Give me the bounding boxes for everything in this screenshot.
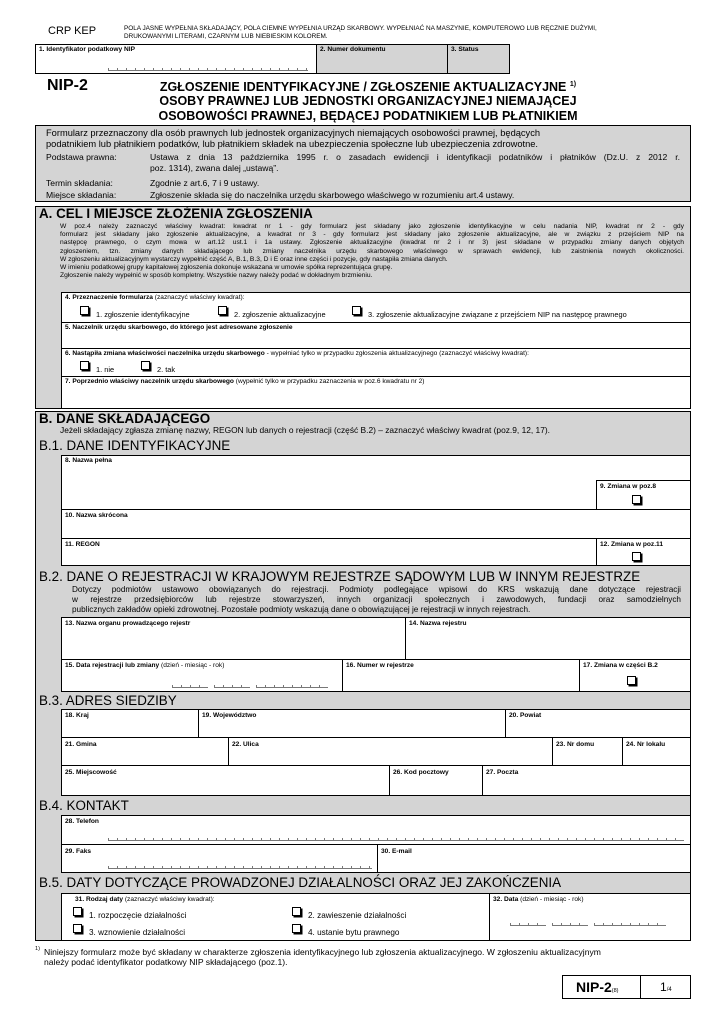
section-a-instr-line4: zgłoszeniem, tzn. zmiany danych składającego lub zmiany naczelnika urzędu skarbowego właściwego w sprawach ewidencji, lub zaistnienia nowych okoliczności.	[60, 247, 684, 255]
field-24-label: 24. Nr lokalu	[626, 741, 666, 748]
form-code-crp: CRP KEP	[48, 25, 97, 37]
section-a-instructions	[60, 223, 684, 280]
fill-instructions-line2: DRUKOWANYMI LITERAMI, CZARNYM LUB NIEBIESKIM KOLOREM.	[124, 33, 328, 41]
checkbox-change-no[interactable]	[80, 361, 89, 370]
section-b2-note-line1: Dotyczy podmiotów ustawowo obowiązanych do rejestracji. Podmioty podlegające wpisowi do KRS wskazują dane dotyczące rejestracji	[72, 585, 681, 594]
option-resume-activity: 3. wznowienie działalności	[89, 928, 186, 937]
field-6-label: 6. Nastąpiła zmiana właściwości naczelnika urzędu skarbowego - wypełniać tylko w przypadku zgłoszenia aktualizacyjnego (zaznaczyć właściwy kwadrat):	[65, 350, 529, 357]
footnote-line2: należy podać identyfikator podatkowy NIP składającego (poz.1).	[44, 957, 288, 968]
checkbox-suspend-activity[interactable]	[292, 907, 301, 916]
field-12-label: 12. Zmiana w poz.11	[600, 541, 664, 548]
footer-page-number: 1	[660, 980, 667, 994]
checkbox-start-activity[interactable]	[73, 907, 82, 916]
footer-version: (8)	[611, 988, 619, 994]
checkbox-change-name[interactable]	[632, 495, 641, 504]
option-cease-existence: 4. ustanie bytu prawnego	[308, 928, 400, 937]
b5-date-ticks-month	[552, 923, 588, 926]
field-18-label: 18. Kraj	[65, 712, 89, 719]
field-17-label: 17. Zmiana w części B.2	[583, 662, 658, 669]
field-31-label: 31. Rodzaj daty (zaznaczyć właściwy kwadrat):	[75, 896, 215, 903]
field-14-label: 14. Nazwa rejestru	[409, 620, 467, 627]
field-13-label: 13. Nazwa organu prowadzącego rejestr	[65, 620, 191, 627]
option-start-activity: 1. rozpoczęcie działalności	[89, 911, 187, 920]
fill-instructions-line1: POLA JASNE WYPEŁNIA SKŁADAJĄCY, POLA CIEMNE WYPEŁNIA URZĄD SKARBOWY. WYPEŁNIAĆ NA MASZYNIE, KOMPUTEROWO LUB RĘCZNIE DUŻYMI,	[124, 25, 597, 32]
section-a-instr-line5: W zgłoszeniu aktualizacyjnym wystarczy wypełnić część A, B.1, B.3, D i E oraz inne części i pozycje, gdy nastąpiła zmiana danych.	[60, 255, 448, 263]
intro-line1: Formularz przeznaczony dla osób prawnych lub jednostek organizacyjnych niemających osobowości prawnej, będących	[46, 128, 541, 138]
option-identification: 1. zgłoszenie identyfikacyjne	[96, 310, 190, 319]
field-22-label: 22. Ulica	[232, 741, 259, 748]
section-a-instr-line3: następcę prawnego, o czym mowa w art.12 ust.1 i 1a ustawy. Zgłoszenie aktualizacyjne (kwadrat nr 2 i nr 3) jest składane w przypadku zmiany danych objętych	[60, 239, 684, 247]
place-label: Miejsce składania:	[46, 190, 117, 200]
form-title-footnote-mark: 1)	[569, 80, 577, 88]
field-16-label: 16. Numer w rejestrze	[346, 662, 414, 669]
section-a-heading: A. CEL I MIEJSCE ZŁOŻENIA ZGŁOSZENIA	[39, 206, 313, 221]
field-28-label: 28. Telefon	[65, 818, 99, 825]
footer-page-count: /4	[666, 987, 672, 993]
field-status-label: 3. Status	[451, 46, 479, 53]
field-11-regon[interactable]	[61, 538, 597, 566]
section-a-instr-line7: Zgłoszenie należy wypełnić w sposób kompletny. Wszystkie nazwy należy podać w dokładnym brzmieniu.	[60, 272, 373, 280]
field-10-label: 10. Nazwa skrócona	[65, 512, 128, 519]
legal-basis-line1: Ustawa z dnia 13 października 1995 r. o zasadach ewidencji i identyfikacji podatników i płatników (Dz.U. z 2012 r.	[150, 152, 680, 162]
field-9-label: 9. Zmiana w poz.8	[600, 483, 657, 490]
b5-date-ticks-year	[594, 923, 666, 926]
fill-instructions	[124, 25, 597, 42]
field-5-label: 5. Naczelnik urzędu skarbowego, do którego jest adresowane zgłoszenie	[65, 324, 293, 331]
deadline-text: Zgodnie z art.6, 7 i 9 ustawy.	[150, 178, 260, 188]
section-b-heading: B. DANE SKŁADAJĄCEGO	[39, 411, 211, 426]
field-30-email[interactable]	[377, 844, 691, 873]
field-20-label: 20. Powiat	[509, 712, 542, 719]
field-document-number-label: 2. Numer dokumentu	[320, 46, 386, 53]
option-suspend-activity: 2. zawieszenie działalności	[308, 911, 407, 920]
field-10-short-name[interactable]	[61, 509, 691, 539]
field-nip-label: 1. Identyfikator podatkowy NIP	[39, 46, 135, 53]
deadline-label: Termin składania:	[46, 178, 113, 188]
option-update-successor: 3. zgłoszenie aktualizacyjne związane z przejściem NIP na następcę prawnego	[368, 310, 627, 319]
field-8-label: 8. Nazwa pełna	[65, 457, 112, 464]
section-b2-note-line2: w rejestrze przedsiębiorców lub rejestrze stowarzyszeń, innych organizacji społecznych i zawodowych, fundacji oraz samodzielnych	[72, 595, 681, 604]
field-30-label: 30. E-mail	[381, 848, 412, 855]
date-ticks-month	[214, 685, 250, 688]
legal-basis-label: Podstawa prawna:	[46, 152, 117, 162]
checkbox-change-registration[interactable]	[627, 676, 636, 685]
field-19-label: 19. Województwo	[202, 712, 257, 719]
intro-line2: podatnikiem lub płatnikiem podatków, lub płatnikiem składek na ubezpieczenia społeczne lub ubezpieczenia zdrowotne.	[46, 139, 539, 150]
field-6-note: - wypełniać tylko w przypadku zgłoszenia aktualizacyjnego (zaznaczyć właściwy kwadrat):	[266, 350, 529, 357]
option-update: 2. zgłoszenie aktualizacyjne	[234, 310, 326, 319]
form-title-line3: OSOBOWOŚCI PRAWNEJ, BĘDĄCEJ PODATNIKIEM LUB PŁATNIKIEM	[158, 108, 578, 123]
checkbox-change-yes[interactable]	[141, 361, 150, 370]
form-title-line1: ZGŁOSZENIE IDENTYFIKACYJNE / ZGŁOSZENIE AKTUALIZACYJNE	[159, 80, 567, 94]
footnote-line1: Niniejszy formularz może być składany w charakterze zgłoszenia identyfikacyjnego lub zgłoszenia aktualizacyjnego. W zgłoszeniu aktualizacyjnym	[44, 947, 601, 957]
field-32-note: (dzień - miesiąc - rok)	[520, 896, 584, 903]
section-b2-note-line3: publicznych zakładów opieki zdrowotnej. Pozostałe podmioty wskazują dane o obowiązującej je rejestracji w innych rejestrach.	[72, 605, 531, 614]
b5-date-ticks-day	[510, 923, 546, 926]
date-ticks-day	[172, 685, 208, 688]
legal-basis-line2: poz. 1314), zwana dalej „ustawą”.	[150, 163, 279, 173]
field-4-label: 4. Przeznaczenie formularza (zaznaczyć właściwy kwadrat):	[65, 294, 245, 301]
field-21-label: 21. Gmina	[65, 741, 97, 748]
option-change-yes: 2. tak	[157, 365, 176, 374]
form-title	[120, 80, 616, 123]
checkbox-cease-existence[interactable]	[292, 924, 301, 933]
form-code-title: NIP-2	[47, 77, 88, 94]
field-32-label: 32. Data (dzień - miesiąc - rok)	[493, 896, 584, 903]
section-a-instr-line1: W poz.4 należy zaznaczyć właściwy kwadrat: kwadrat nr 1 - gdy formularz jest składany jako zgłoszenie identyfikacyjne w celu nadania NIP, kwadrat nr 2 - gdy	[60, 223, 684, 230]
field-26-label: 26. Kod pocztowy	[393, 769, 449, 776]
section-b4-heading: B.4. KONTAKT	[39, 798, 129, 813]
field-27-label: 27. Poczta	[486, 769, 519, 776]
footer-page	[660, 980, 672, 994]
footnote-mark: 1)	[35, 946, 40, 952]
intro-text	[46, 128, 540, 151]
footnote-text	[44, 947, 601, 968]
field-11-label: 11. REGON	[65, 541, 100, 548]
section-b5-heading: B.5. DATY DOTYCZĄCE PROWADZONEJ DZIAŁALNOŚCI ORAZ JEJ ZAKOŃCZENIA	[39, 875, 562, 890]
section-a-instr-line2: formularz jest składany jako zgłoszenie aktualizacyjne, a kwadrat nr 3 - gdy formularz jest składany jako zgłoszenie aktualizacyjne, ale w związku z przejściem NIP na	[60, 231, 684, 239]
field-23-label: 23. Nr domu	[556, 741, 595, 748]
place-text: Zgłoszenie składa się do naczelnika urzędu skarbowego właściwego w rozumieniu art.4 ustawy.	[150, 190, 515, 200]
field-29-label: 29. Faks	[65, 848, 92, 855]
form-title-line2: OSOBY PRAWNEJ LUB JEDNOSTKI ORGANIZACYJNEJ NIEMAJĄCEJ	[159, 94, 577, 109]
section-b3-heading: B.3. ADRES SIEDZIBY	[39, 693, 177, 708]
section-b1-heading: B.1. DANE IDENTYFIKACYJNE	[39, 438, 231, 453]
field-25-label: 25. Miejscowość	[65, 769, 117, 776]
field-7-label: 7. Poprzednio właściwy naczelnik urzędu skarbowego (wypełnić tylko w przypadku zaznaczenia w poz.6 kwadratu nr 2)	[65, 378, 425, 385]
field-7-note: (wypełnić tylko w przypadku zaznaczenia w poz.6 kwadratu nr 2)	[235, 378, 425, 385]
section-b2-heading: B.2. DANE O REJESTRACJI W KRAJOWYM REJESTRZE SĄDOWYM LUB W INNYM REJESTRZE	[39, 569, 641, 584]
phone-digit-ticks	[108, 838, 684, 841]
section-b-note: Jeżeli składający zgłasza zmianę nazwy, REGON lub danych o rejestracji (część B.2) – zaznaczyć właściwy kwadrat (poz.9, 12, 17).	[60, 425, 550, 435]
checkbox-update[interactable]	[218, 306, 227, 315]
nip-digit-ticks	[108, 68, 308, 71]
checkbox-resume-activity[interactable]	[73, 924, 82, 933]
checkbox-change-regon[interactable]	[632, 552, 641, 561]
field-15-label: 15. Data rejestracji lub zmiany (dzień - miesiąc - rok)	[65, 662, 225, 669]
fax-digit-ticks	[108, 866, 372, 869]
field-31-note: (zaznaczyć właściwy kwadrat):	[124, 896, 215, 903]
date-ticks-year	[256, 685, 328, 688]
footer-form-code: NIP-2(8)	[576, 979, 619, 995]
checkbox-update-successor[interactable]	[352, 306, 361, 315]
section-a-instr-line6: W imieniu podatkowej grupy kapitałowej zgłoszenia dokonuje wskazana w umowie spółka reprezentująca grupę.	[60, 263, 393, 271]
option-change-no: 1. nie	[96, 365, 115, 374]
field-4-note: (zaznaczyć właściwy kwadrat):	[154, 294, 245, 301]
field-15-note: (dzień - miesiąc - rok)	[161, 662, 225, 669]
field-22-street[interactable]	[228, 737, 553, 766]
checkbox-identification[interactable]	[80, 306, 89, 315]
